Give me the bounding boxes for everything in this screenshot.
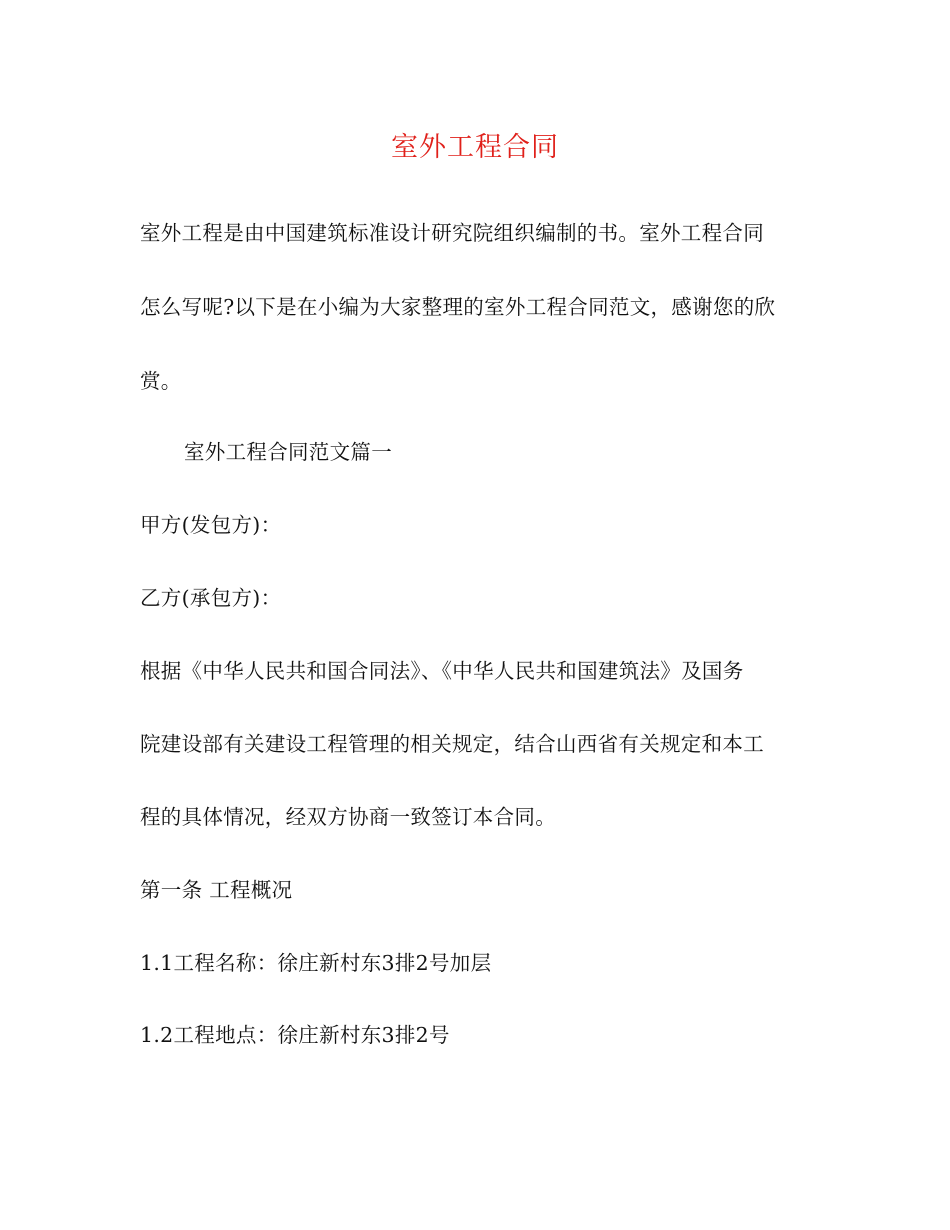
preamble-line-2: 院建设部有关建设工程管理的相关规定，结合山西省有关规定和本工 <box>140 732 764 756</box>
article-1-heading: 第一条 工程概况 <box>140 878 293 902</box>
party-a-label: 甲方(发包方)： <box>140 513 282 537</box>
party-b-label: 乙方(承包方)： <box>140 586 282 610</box>
preamble-line-3: 程的具体情况，经双方协商一致签订本合同。 <box>140 805 556 829</box>
project-location: 1.2工程地点：徐庄新村东3排2号 <box>140 1023 450 1047</box>
intro-line-1: 室外工程是由中国建筑标准设计研究院组织编制的书。室外工程合同 <box>140 221 764 245</box>
intro-line-3: 赏。 <box>140 369 182 393</box>
section-heading: 室外工程合同范文篇一 <box>184 440 392 464</box>
project-name: 1.1工程名称：徐庄新村东3排2号加层 <box>140 951 492 975</box>
intro-line-2: 怎么写呢?以下是在小编为大家整理的室外工程合同范文，感谢您的欣 <box>140 295 776 319</box>
document-title: 室外工程合同 <box>391 132 559 163</box>
preamble-line-1: 根据《中华人民共和国合同法》、《中华人民共和国建筑法》及国务 <box>140 659 744 683</box>
